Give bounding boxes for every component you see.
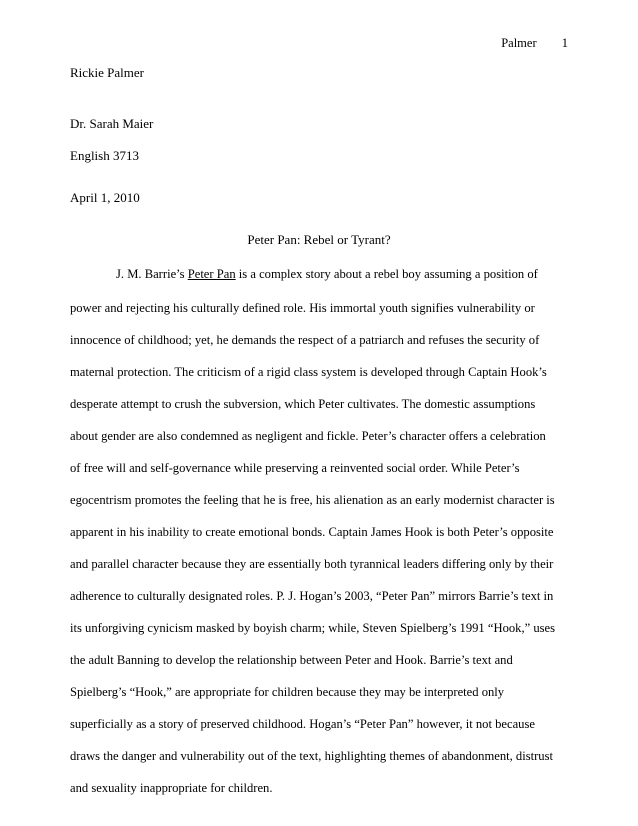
body-line: the adult Banning to develop the relationship between Peter and Hook. Barrie’s text and xyxy=(70,653,513,667)
body-line: maternal protection. The criticism of a rigid class system is developed through Captain Hook’s xyxy=(70,365,547,379)
body-line: Spielberg’s “Hook,” are appropriate for children because they may be interpreted only xyxy=(70,685,505,699)
body-line: its unforgiving cynicism masked by boyish charm; while, Steven Spielberg’s 1991 “Hook,” uses xyxy=(70,621,556,635)
body-line: desperate attempt to crush the subversion, which Peter cultivates. The domestic assumptions xyxy=(70,397,536,411)
body-line-first-pre: J. M. Barrie’s xyxy=(116,267,188,281)
running-header xyxy=(501,36,568,51)
body-line: superficially as a story of preserved childhood. Hogan’s “Peter Pan” however, it not because xyxy=(70,717,535,731)
essay-title: Peter Pan: Rebel or Tyrant? xyxy=(247,232,391,247)
body-line: apparent in his inability to create emotional bonds. Captain James Hook is both Peter’s opposite xyxy=(70,525,554,539)
header-surname: Palmer xyxy=(501,36,537,50)
header-page-number: 1 xyxy=(561,36,568,50)
body-line: innocence of childhood; yet, he demands the respect of a patriarch and refuses the security of xyxy=(70,333,540,347)
heading-course: English 3713 xyxy=(70,148,139,163)
body-line: power and rejecting his culturally defined role. His immortal youth signifies vulnerability or xyxy=(70,301,535,315)
body-line: egocentrism promotes the feeling that he is free, his alienation as an early modernist character is xyxy=(70,493,555,507)
body-line: of free will and self-governance while preserving a reinvented social order. While Peter’s xyxy=(70,461,520,475)
heading-instructor: Dr. Sarah Maier xyxy=(70,116,154,131)
body-line: about gender are also condemned as negligent and fickle. Peter’s character offers a celebration xyxy=(70,429,546,443)
body-line-first xyxy=(116,267,538,282)
heading-date: April 1, 2010 xyxy=(70,190,140,205)
body-line-first-post: is a complex story about a rebel boy assuming a position of xyxy=(235,267,538,281)
body-line: and sexuality inappropriate for children. xyxy=(70,781,273,795)
book-title-underlined: Peter Pan xyxy=(187,267,236,281)
body-line: adherence to culturally designated roles. P. J. Hogan’s 2003, “Peter Pan” mirrors Barrie’s text in xyxy=(70,589,554,603)
body-line: draws the danger and vulnerability out of the text, highlighting themes of abandonment, distrust xyxy=(70,749,554,763)
body-line: and parallel character because they are essentially both tyrannical leaders differing only by their xyxy=(70,557,554,571)
heading-student-name: Rickie Palmer xyxy=(70,65,145,80)
